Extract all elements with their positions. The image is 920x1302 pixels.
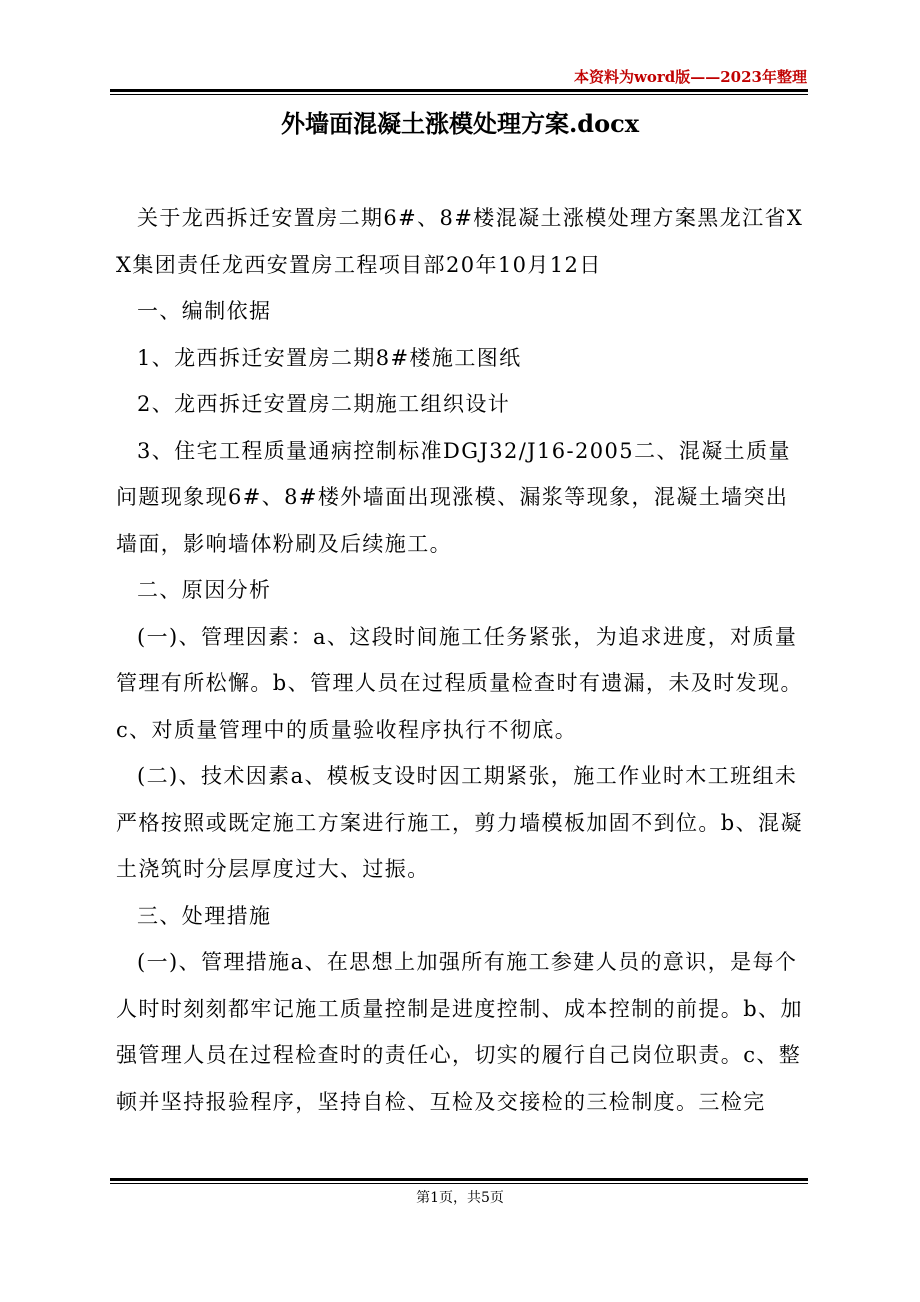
document-body [116, 195, 806, 1125]
header-rule-thick [110, 89, 808, 92]
paragraph: 3、住宅工程质量通病控制标准DGJ32/J16-2005二、混凝土质量问题现象现6#、8#楼外墙面出现涨模、漏浆等现象，混凝土墙突出墙面，影响墙体粉刷及后续施工。 [116, 438, 791, 556]
header-rule-thin [110, 94, 808, 95]
document-title: 外墙面混凝土涨模处理方案.docx [280, 109, 640, 138]
paragraph: (一)、管理措施a、在思想上加强所有施工参建人员的意识，是每个人时时刻刻都牢记施工质量控制是进度控制、成本控制的前提。b、加强管理人员在过程检查时的责任心，切实的履行自己岗位职责。c、整顿并坚持报验程序，坚持自检、互检及交接检的三检制度。三检完 [116, 950, 803, 1114]
footer-rule-thick [110, 1178, 808, 1181]
paragraph: 2、龙西拆迁安置房二期施工组织设计 [137, 392, 511, 416]
header-note: 本资料为word版——2023年整理 [573, 68, 807, 86]
footer-rule-thin [110, 1183, 808, 1184]
paragraph: 1、龙西拆迁安置房二期8#楼施工图纸 [137, 345, 522, 370]
page-number: 第1页，共5页 [416, 1190, 504, 1206]
section-heading: 一、编制依据 [137, 299, 272, 323]
paragraph: (一)、管理因素：a、这段时间施工任务紧张，为追求进度，对质量管理有所松懈。b、管理人员在过程质量检查时有遗漏，未及时发现。c、对质量管理中的质量验收程序执行不彻底。 [116, 624, 803, 742]
paragraph: 关于龙西拆迁安置房二期6#、8#楼混凝土涨模处理方案黑龙江省XX集团责任龙西安置房工程项目部20年10月12日 [116, 206, 804, 277]
section-heading: 二、原因分析 [137, 578, 272, 602]
paragraph: (二)、技术因素a、模板支设时因工期紧张，施工作业时木工班组未严格按照或既定施工方案进行施工，剪力墙模板加固不到位。b、混凝土浇筑时分层厚度过大、过振。 [116, 764, 803, 881]
section-heading: 三、处理措施 [137, 903, 272, 928]
